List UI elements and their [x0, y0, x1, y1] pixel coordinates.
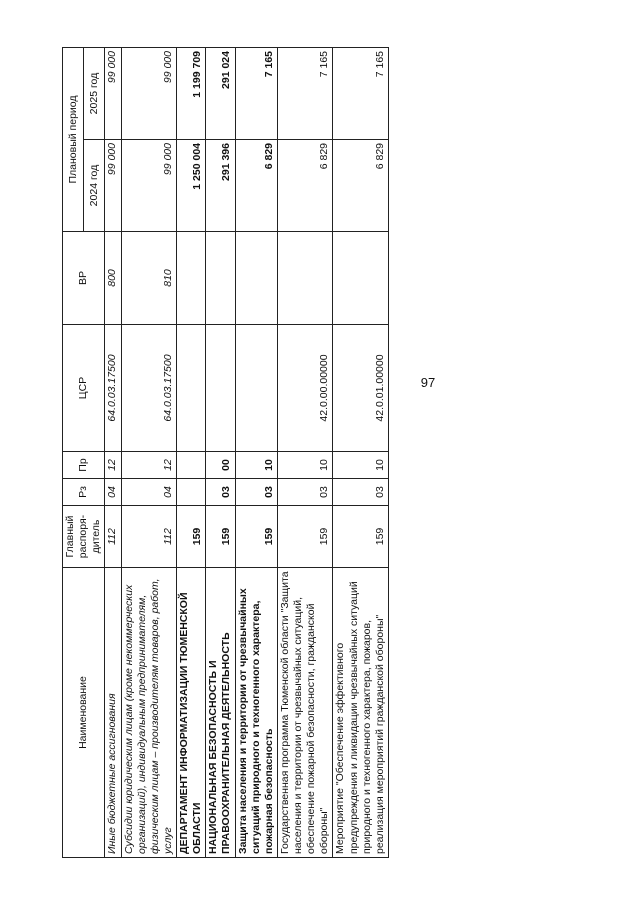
cell-admin: 159: [235, 506, 277, 568]
cell-2024: 99 000: [121, 140, 177, 232]
cell-admin: 112: [105, 506, 121, 568]
cell-2025: 7 165: [235, 48, 277, 140]
cell-csr: [235, 325, 277, 452]
budget-table: [62, 47, 389, 858]
cell-vr: 800: [105, 232, 121, 325]
cell-admin: 159: [333, 506, 389, 568]
cell-2025: 7 165: [333, 48, 389, 140]
cell-pr: 10: [277, 452, 333, 479]
cell-pr: 10: [333, 452, 389, 479]
table-row: [206, 48, 235, 858]
table-row: [177, 48, 206, 858]
header-rz: Рз: [63, 479, 105, 506]
cell-2024: 291 396: [206, 140, 235, 232]
header-admin: Главный распоря-дитель: [63, 506, 105, 568]
cell-csr: 64.0.03.17500: [121, 325, 177, 452]
cell-rz: 04: [121, 479, 177, 506]
cell-vr: [177, 232, 206, 325]
cell-admin: 159: [177, 506, 206, 568]
cell-name: Защита населения и территории от чрезвычайных ситуаций природного и техногенного характера, пожарная безопасность: [235, 568, 277, 858]
cell-vr: [333, 232, 389, 325]
cell-2024: 6 829: [235, 140, 277, 232]
rotated-table-area: [62, 48, 582, 858]
cell-pr: [177, 452, 206, 479]
cell-vr: [235, 232, 277, 325]
cell-name: Иные бюджетные ассигнования: [105, 568, 121, 858]
cell-2025: 1 199 709: [177, 48, 206, 140]
page-number: 97: [420, 375, 436, 390]
table-row: [121, 48, 177, 858]
header-vr: ВР: [63, 232, 105, 325]
cell-rz: 03: [277, 479, 333, 506]
cell-pr: 10: [235, 452, 277, 479]
cell-name: Мероприятие "Обеспечение эффективного предупреждения и ликвидации чрезвычайных ситуаций природного и техногенного характера, пожаров, реализация мероприятий гражданской обороны": [333, 568, 389, 858]
header-plan-period: Плановый период: [63, 48, 84, 232]
header-pr: Пр: [63, 452, 105, 479]
cell-2024: 99 000: [105, 140, 121, 232]
cell-vr: 810: [121, 232, 177, 325]
cell-csr: 42.0.01.00000: [333, 325, 389, 452]
cell-2024: 6 829: [277, 140, 333, 232]
table-row: [277, 48, 333, 858]
cell-rz: [177, 479, 206, 506]
cell-2025: 99 000: [121, 48, 177, 140]
cell-admin: 112: [121, 506, 177, 568]
cell-name: Государственная программа Тюменской области "Защита населения и территории от чрезвычайных ситуаций, обеспечение пожарной безопасности, гражданской обороны": [277, 568, 333, 858]
cell-2025: 7 165: [277, 48, 333, 140]
header-name: Наименование: [63, 568, 105, 858]
cell-2024: 1 250 004: [177, 140, 206, 232]
cell-name: НАЦИОНАЛЬНАЯ БЕЗОПАСНОСТЬ И ПРАВООХРАНИТЕЛЬНАЯ ДЕЯТЕЛЬНОСТЬ: [206, 568, 235, 858]
cell-admin: 159: [206, 506, 235, 568]
cell-pr: 12: [121, 452, 177, 479]
header-csr: ЦСР: [63, 325, 105, 452]
cell-2024: 6 829: [333, 140, 389, 232]
cell-rz: 03: [333, 479, 389, 506]
cell-pr: 00: [206, 452, 235, 479]
cell-name: ДЕПАРТАМЕНТ ИНФОРМАТИЗАЦИИ ТЮМЕНСКОЙ ОБЛАСТИ: [177, 568, 206, 858]
cell-csr: [206, 325, 235, 452]
cell-rz: 04: [105, 479, 121, 506]
table-row: [235, 48, 277, 858]
header-2025: 2025 год: [84, 48, 105, 140]
cell-csr: [177, 325, 206, 452]
header-2024: 2024 год: [84, 140, 105, 232]
table-row: [105, 48, 121, 858]
table-body: [105, 48, 389, 858]
cell-csr: 42.0.00.00000: [277, 325, 333, 452]
cell-admin: 159: [277, 506, 333, 568]
cell-rz: 03: [206, 479, 235, 506]
table-row: [333, 48, 389, 858]
cell-csr: 64.0.03.17500: [105, 325, 121, 452]
cell-vr: [206, 232, 235, 325]
cell-vr: [277, 232, 333, 325]
cell-rz: 03: [235, 479, 277, 506]
cell-2025: 99 000: [105, 48, 121, 140]
cell-name: Субсидии юридическим лицам (кроме некоммерческих организаций), индивидуальным предпринимателям, физическим лицам – производителям товаров, работ, услуг: [121, 568, 177, 858]
table-header: [63, 48, 105, 858]
cell-2025: 291 024: [206, 48, 235, 140]
cell-pr: 12: [105, 452, 121, 479]
